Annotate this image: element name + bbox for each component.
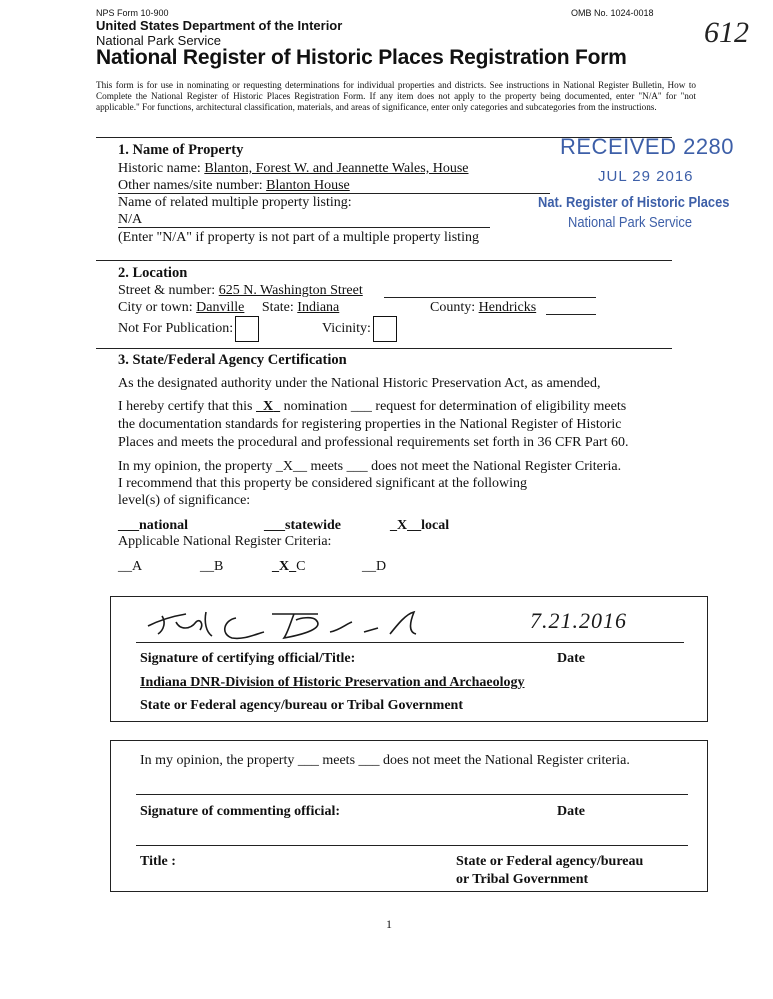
multiple-listing-value: N/A [118, 212, 143, 227]
not-for-publication-checkbox[interactable] [235, 316, 259, 342]
other-names-row: Other names/site number: Blanton House [118, 178, 350, 193]
historic-name-value: Blanton, Forest W. and Jeannette Wales, House [204, 161, 469, 176]
omb-number: OMB No. 1024-0018 [571, 8, 654, 18]
section-divider [96, 137, 672, 138]
certify-line-3: Places and meets the procedural and professional requirements set forth in 36 CFR Part 60. [118, 435, 629, 450]
signature-line [136, 642, 684, 643]
stamp-register: Nat. Register of Historic Places [538, 194, 730, 211]
historic-name-row: Historic name: Blanton, Forest W. and Jeannette Wales, House [118, 161, 469, 176]
comment-agency-label-2: or Tribal Government [456, 872, 589, 887]
received-stamp: RECEIVED 2280 [560, 134, 735, 159]
comment-title-line [136, 845, 688, 846]
other-names-value: Blanton House [266, 178, 350, 193]
criterion-b: __B [200, 559, 224, 574]
state-value: Indiana [297, 300, 340, 315]
commenting-official-label: Signature of commenting official: [140, 804, 340, 819]
section-2-heading: 2. Location [118, 265, 188, 281]
criterion-c: _X_C [272, 559, 306, 574]
handwritten-date: 7.21.2016 [530, 608, 627, 633]
section-divider [96, 260, 672, 261]
nomination-mark: X [263, 399, 274, 414]
city-value: Danville [196, 300, 245, 315]
certify-line-2: the documentation standards for registering properties in the National Register of Historic [118, 417, 622, 432]
underline [118, 227, 490, 228]
section-3-heading: 3. State/Federal Agency Certification [118, 352, 347, 368]
comment-date-label: Date [557, 804, 585, 819]
page-title: National Register of Historic Places Registration Form [96, 46, 627, 69]
multiple-listing-note: (Enter "N/A" if property is not part of a multiple property listing [118, 230, 479, 245]
agency-name: National Park Service [96, 33, 221, 48]
underline [546, 314, 596, 315]
instructions-paragraph: This form is for use in nominating or requesting determinations for individual properties and districts. See instructions in National Register Bulletin, How to Complete the National Register of Historic Places Registration Form. If any item does not apply to the property being documented, enter "N/A" for "not applicable." For functions, architectural classification, materials, and areas of significance, enter only categories and subcategories from the instructions. [96, 80, 696, 112]
stamp-service: National Park Service [568, 214, 693, 231]
level-national: ___national [118, 518, 189, 533]
certifying-agency-name: Indiana DNR-Division of Historic Preservation and Archaeology [140, 675, 525, 690]
vicinity-checkbox[interactable] [373, 316, 397, 342]
certifying-agency-label: State or Federal agency/bureau or Tribal Government [140, 698, 464, 713]
vicinity-row: Vicinity: [322, 316, 397, 342]
multiple-listing-label: Name of related multiple property listing: [118, 195, 352, 210]
page-number: 1 [386, 917, 392, 931]
comment-agency-label-1: State or Federal agency/bureau [456, 854, 644, 869]
recommend-line: I recommend that this property be considered significant at the following [118, 476, 527, 491]
street-value: 625 N. Washington Street [218, 283, 363, 298]
certify-line: I hereby certify that this X nomination ___ request for determination of eligibility meets [118, 399, 627, 414]
level-statewide: ___statewide [264, 518, 341, 533]
certifying-official-label: Signature of certifying official/Title: [140, 651, 356, 666]
county-row: County: Hendricks [430, 300, 537, 315]
comment-opinion-line: In my opinion, the property ___ meets ___ does not meet the National Register criteria. [140, 753, 630, 768]
criterion-a: __A [118, 559, 143, 574]
stamp-date: JUL 29 2016 [598, 168, 694, 185]
city-row: City or town: Danville State: Indiana [118, 300, 340, 315]
date-label: Date [557, 651, 585, 666]
department-name: United States Department of the Interior [96, 18, 343, 33]
level-local: _X__local [390, 518, 450, 533]
criteria-label: Applicable National Register Criteria: [118, 534, 332, 549]
street-row: Street & number: 625 N. Washington Street [118, 283, 363, 298]
comment-signature-line [136, 794, 688, 795]
authority-text: As the designated authority under the National Historic Preservation Act, as amended, [118, 376, 601, 391]
title-label: Title : [140, 854, 176, 869]
handwritten-reference: 612 [704, 16, 749, 49]
opinion-line: In my opinion, the property _X__ meets ___ does not meet the National Register Criteria. [118, 459, 622, 474]
criterion-d: __D [362, 559, 387, 574]
county-value: Hendricks [478, 300, 537, 315]
level-line: level(s) of significance: [118, 493, 251, 508]
not-for-publication-row: Not For Publication: [118, 316, 259, 342]
underline [384, 297, 596, 298]
form-number: NPS Form 10-900 [96, 8, 169, 18]
handwritten-signature [140, 604, 440, 642]
section-1-heading: 1. Name of Property [118, 142, 244, 158]
section-divider [96, 348, 672, 349]
